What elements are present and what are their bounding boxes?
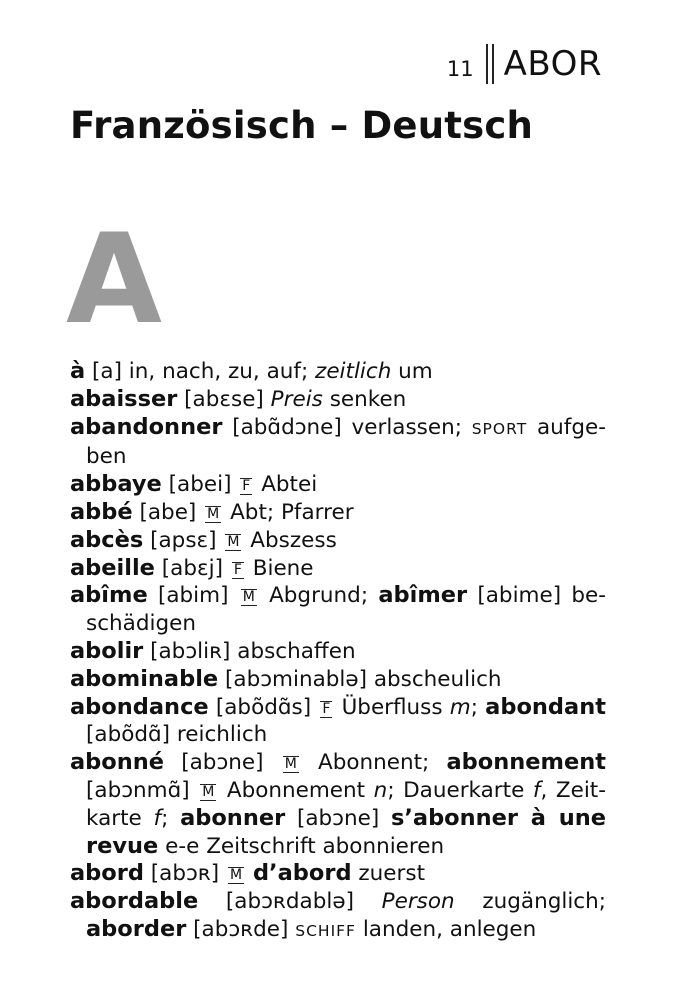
entry-text: [abɑ̃dɔne] verlassen; (222, 414, 472, 440)
headword: d’abord (252, 860, 352, 887)
entry-text: zuerst (351, 861, 426, 887)
entry-text: ; (470, 694, 486, 720)
italic-note: Preis (270, 386, 323, 412)
italic-note: zeitlich (315, 359, 392, 384)
headword: abaisser (70, 385, 178, 412)
gender-marker: M (202, 783, 215, 800)
entry-text: Überfluss (334, 694, 450, 720)
headword: abonner (180, 804, 286, 831)
entry-text: [abɔnmɑ̃] (86, 777, 199, 803)
entry-text: [abɔne] (164, 750, 281, 776)
entry-text: [abim] (147, 583, 239, 609)
dictionary-entries (70, 358, 606, 946)
headword: abandonner (70, 413, 223, 440)
entry-text: Abonnent; (300, 750, 447, 776)
italic-note: n (373, 777, 388, 803)
entry-text: [abɔminablə] abscheulich (218, 666, 502, 692)
entry-text: Abonnement (218, 777, 374, 803)
entry-text: Biene (245, 555, 314, 581)
entry-text: um (391, 359, 433, 384)
gender-marker: M (207, 505, 220, 522)
section-title: Französisch – Deutsch (70, 104, 534, 147)
entry-text: zugänglich; (454, 889, 606, 915)
headword: abord (70, 860, 144, 887)
italic-note: f (153, 805, 162, 831)
headword: abîmer (378, 582, 468, 609)
entry-text: [apsɛ] (143, 527, 224, 553)
headword: à (70, 358, 86, 384)
dictionary-entry-a (70, 358, 606, 386)
running-header (447, 44, 602, 84)
dictionary-entry-abolir (70, 638, 606, 666)
headword: abonné (70, 749, 165, 776)
gender-marker: F (242, 478, 251, 495)
entry-text: ; Dauerkarte (387, 777, 533, 803)
gender-marker: M (227, 533, 240, 550)
entry-text: [a] in, nach, zu, auf; (85, 359, 316, 384)
entry-text: [abe] (132, 499, 204, 525)
dictionary-entry-abandonner (70, 414, 606, 472)
italic-note: m (449, 694, 471, 720)
headword: abordable (70, 888, 199, 915)
headword: abeille (70, 554, 155, 581)
entry-text: [abɛse] (177, 386, 271, 412)
entry-text: ; (161, 805, 181, 831)
entry-text (246, 861, 253, 886)
headword: abondance (70, 693, 209, 720)
dictionary-entry-abord (70, 860, 606, 888)
entry-text: [abime] beschädigen (86, 583, 606, 637)
subject-label: SPORT (471, 419, 528, 438)
headword: s’abonner à une revue (86, 804, 606, 859)
entry-text: landen, anlegen (355, 916, 537, 942)
entry-text: aufgeben (86, 414, 606, 470)
subject-label: SCHIFF (295, 921, 356, 940)
headword: abbaye (70, 471, 162, 498)
entry-text: , Zeitkarte (86, 777, 606, 831)
entry-text: [abõdɑ̃] reichlich (86, 722, 268, 748)
entry-text: [abɔʀde] (186, 916, 296, 942)
dictionary-entry-abbaye (70, 471, 606, 499)
page-number: 11 (446, 57, 474, 81)
italic-note: Person (381, 889, 455, 915)
gender-marker: M (230, 867, 243, 884)
headword: abîme (70, 582, 148, 609)
entry-text: Abt; Pfarrer (223, 499, 354, 525)
entry-text: [abɔʀdablə] (198, 889, 382, 915)
entry-text: Abtei (254, 472, 318, 498)
entry-text: [abɔliʀ] abschaffen (143, 638, 356, 664)
entry-text: e-e Zeitschrift abonnieren (158, 833, 445, 859)
headword: abonnement (446, 749, 606, 776)
dictionary-entry-abeille (70, 555, 606, 583)
dictionary-entry-abondance (70, 694, 606, 750)
entry-text: Abszess (243, 527, 337, 553)
entry-text: [abɔʀ] (143, 861, 227, 887)
entry-text: [abõdɑ̃s] (208, 694, 319, 720)
gender-marker: F (233, 561, 242, 578)
dictionary-entry-abonne (70, 749, 606, 860)
headword: abbé (70, 498, 133, 525)
headword: abondant (485, 693, 606, 720)
header-divider (486, 44, 494, 84)
guide-word: ABOR (503, 44, 602, 84)
dictionary-entry-abbe (70, 499, 606, 527)
gender-marker: M (242, 589, 255, 606)
dictionary-entry-abces (70, 527, 606, 555)
entry-text: [abei] (161, 472, 239, 498)
headword: abominable (70, 665, 219, 692)
dictionary-entry-abaisser (70, 386, 606, 414)
section-letter: A (66, 208, 162, 352)
gender-marker: M (284, 756, 297, 773)
headword: abcès (70, 526, 144, 553)
dictionary-entry-abominable (70, 666, 606, 694)
entry-text: [abɔne] (285, 805, 391, 831)
entry-text: Abgrund; (258, 583, 379, 609)
gender-marker: F (322, 700, 331, 717)
dictionary-entry-abordable (70, 888, 606, 946)
italic-note: f (532, 777, 541, 803)
dictionary-entry-abime (70, 582, 606, 638)
entry-text: senken (322, 386, 407, 412)
entry-text: [abɛj] (154, 555, 230, 581)
headword: aborder (86, 915, 187, 942)
headword: abolir (70, 637, 144, 664)
